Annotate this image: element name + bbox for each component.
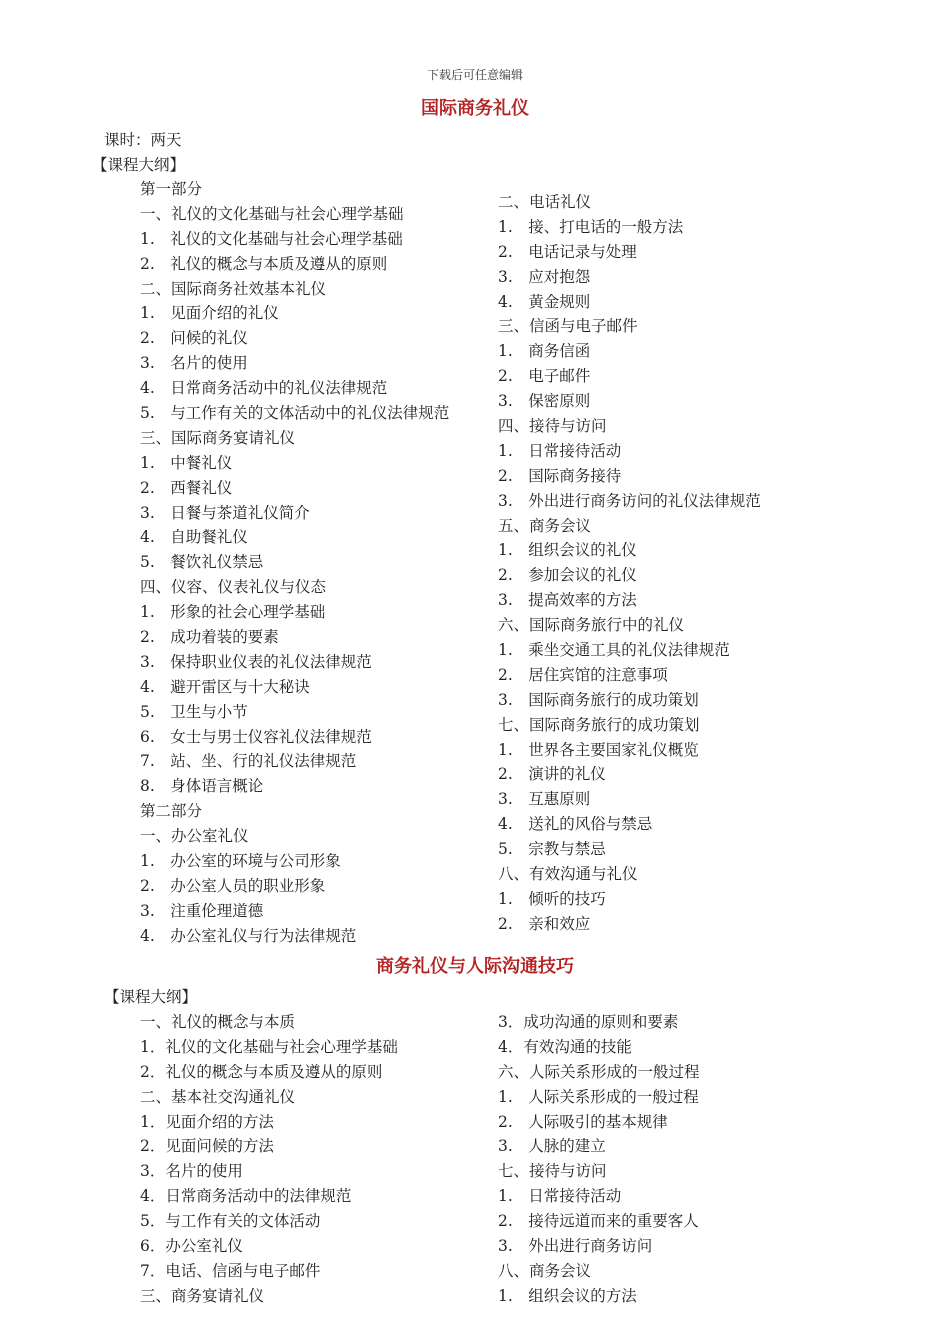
outline-item: 3. 保密原则 <box>498 392 591 411</box>
outline-item: 八、有效沟通与礼仪 <box>498 865 638 884</box>
outline-item: 2. 电子邮件 <box>498 367 591 386</box>
outline-item: 4. 避开雷区与十大秘诀 <box>140 677 310 696</box>
outline-item: 三、信函与电子邮件 <box>498 317 638 336</box>
outline-item: 七、国际商务旅行的成功策划 <box>498 715 700 734</box>
outline-item: 1. 接、打电话的一般方法 <box>498 217 684 236</box>
outline-item: 6．办公室礼仪 <box>140 1237 243 1256</box>
outline-item: 2. 办公室人员的职业形象 <box>140 876 326 895</box>
outline-item: 2. 演讲的礼仪 <box>498 765 606 784</box>
outline-item: 1．礼仪的文化基础与社会心理学基础 <box>140 1037 398 1056</box>
outline-item: 第二部分 <box>140 802 203 821</box>
outline-item: 4. 送礼的风俗与禁忌 <box>498 815 653 834</box>
outline-item: 4．日常商务活动中的法律规范 <box>140 1187 352 1206</box>
outline-item: 1. 组织会议的礼仪 <box>498 541 637 560</box>
outline-item: 3. 外出进行商务访问 <box>498 1237 653 1256</box>
outline-item: 2．礼仪的概念与本质及遵从的原则 <box>140 1062 383 1081</box>
section1-title: 国际商务礼仪 <box>421 98 529 119</box>
outline-item: 2. 礼仪的概念与本质及遵从的原则 <box>140 254 388 273</box>
section1-left-column <box>140 177 449 949</box>
outline-item: 2. 接待远道而来的重要客人 <box>498 1212 699 1231</box>
outline-item: 3. 应对抱怨 <box>498 267 591 286</box>
outline-item: 七、接待与访问 <box>498 1162 607 1181</box>
outline-item: 1. 组织会议的方法 <box>498 1286 637 1305</box>
outline-item: 5. 卫生与小节 <box>140 702 248 721</box>
outline-item: 3. 名片的使用 <box>140 354 248 373</box>
outline-item: 3. 日餐与茶道礼仪简介 <box>140 503 310 522</box>
outline-item: 二、国际商务社效基本礼仪 <box>140 279 327 298</box>
outline-item: 4. 黄金规则 <box>498 292 591 311</box>
outline-item: 5. 餐饮礼仪禁忌 <box>140 553 264 572</box>
outline-item: 3. 提高效率的方法 <box>498 591 637 610</box>
outline-item: 2. 居住宾馆的注意事项 <box>498 665 668 684</box>
outline-item: 2. 参加会议的礼仪 <box>498 566 637 585</box>
section1-outline-label: 【课程大纲】 <box>92 156 186 174</box>
outline-item: 一、礼仪的文化基础与社会心理学基础 <box>140 204 404 223</box>
outline-item: 2. 电话记录与处理 <box>498 242 637 261</box>
outline-item: 二、电话礼仪 <box>498 193 592 211</box>
outline-item: 四、接待与访问 <box>498 417 607 436</box>
outline-item: 3. 外出进行商务访问的礼仪法律规范 <box>498 491 761 510</box>
outline-item: 2. 问候的礼仪 <box>140 329 248 348</box>
outline-item: 4. 办公室礼仪与行为法律规范 <box>140 926 357 945</box>
outline-item: 五、商务会议 <box>498 516 592 535</box>
outline-item: 1. 见面介绍的礼仪 <box>140 304 279 323</box>
section2-outline-label: 【课程大纲】 <box>104 988 198 1006</box>
outline-item: 5. 宗教与禁忌 <box>498 840 606 859</box>
outline-item: 1. 倾听的技巧 <box>498 889 606 908</box>
outline-item: 2. 人际吸引的基本规律 <box>498 1112 668 1131</box>
outline-item: 四、仪容、仪表礼仪与仪态 <box>140 578 327 597</box>
outline-item: 5. 与工作有关的文体活动中的礼仪法律规范 <box>140 404 450 423</box>
outline-item: 4．有效沟通的技能 <box>498 1037 632 1056</box>
outline-item: 六、人际关系形成的一般过程 <box>498 1062 700 1081</box>
outline-item: 1. 世界各主要国家礼仪概览 <box>498 740 699 759</box>
outline-item: 4. 自助餐礼仪 <box>140 528 248 547</box>
outline-item: 8. 身体语言概论 <box>140 777 264 796</box>
outline-item: 3. 注重伦理道德 <box>140 901 264 920</box>
outline-item: 2. 国际商务接待 <box>498 466 622 485</box>
outline-item: 3．名片的使用 <box>140 1162 243 1181</box>
outline-item: 2. 成功着装的要素 <box>140 628 279 647</box>
outline-item: 三、国际商务宴请礼仪 <box>140 428 296 447</box>
outline-item: 2．见面问候的方法 <box>140 1137 274 1156</box>
outline-item: 2. 西餐礼仪 <box>140 478 233 497</box>
outline-item: 2. 亲和效应 <box>498 914 591 933</box>
outline-item: 3．成功沟通的原则和要素 <box>498 1013 679 1031</box>
outline-item: 1. 办公室的环境与公司形象 <box>140 852 341 871</box>
outline-item: 1. 日常接待活动 <box>498 1187 622 1206</box>
outline-item: 1．见面介绍的方法 <box>140 1112 274 1131</box>
section1-right-column <box>498 190 761 937</box>
outline-item: 5．与工作有关的文体活动 <box>140 1212 321 1231</box>
outline-item: 1. 形象的社会心理学基础 <box>140 603 326 622</box>
outline-item: 7．电话、信函与电子邮件 <box>140 1261 321 1280</box>
outline-item: 4. 日常商务活动中的礼仪法律规范 <box>140 379 388 398</box>
outline-item: 一、办公室礼仪 <box>140 827 249 846</box>
outline-item: 二、基本社交沟通礼仪 <box>140 1087 296 1106</box>
header-note: 下载后可任意编辑 <box>426 68 523 82</box>
outline-item: 一、礼仪的概念与本质 <box>140 1013 296 1031</box>
outline-item: 3. 保持职业仪表的礼仪法律规范 <box>140 652 372 671</box>
outline-item: 八、商务会议 <box>498 1261 592 1280</box>
section2-left-column <box>140 1010 398 1309</box>
course-hours: 课时：两天 <box>104 131 182 149</box>
outline-item: 1. 中餐礼仪 <box>140 453 233 472</box>
outline-item: 三、商务宴请礼仪 <box>140 1286 265 1305</box>
section2-title: 商务礼仪与人际沟通技巧 <box>376 956 574 977</box>
outline-item: 1. 礼仪的文化基础与社会心理学基础 <box>140 229 403 248</box>
outline-item: 7. 站、坐、行的礼仪法律规范 <box>140 752 357 771</box>
outline-item: 1. 商务信函 <box>498 342 591 361</box>
section2-right-column <box>498 1010 700 1309</box>
outline-item: 1. 人际关系形成的一般过程 <box>498 1087 699 1106</box>
outline-item: 1. 乘坐交通工具的礼仪法律规范 <box>498 641 730 660</box>
outline-item: 3. 人脉的建立 <box>498 1137 606 1156</box>
outline-item: 6. 女士与男士仪容礼仪法律规范 <box>140 727 372 746</box>
outline-item: 1. 日常接待活动 <box>498 441 622 460</box>
outline-item: 3. 互惠原则 <box>498 790 591 809</box>
outline-item: 第一部分 <box>140 180 203 198</box>
outline-item: 3. 国际商务旅行的成功策划 <box>498 690 699 709</box>
outline-item: 六、国际商务旅行中的礼仪 <box>498 616 685 635</box>
